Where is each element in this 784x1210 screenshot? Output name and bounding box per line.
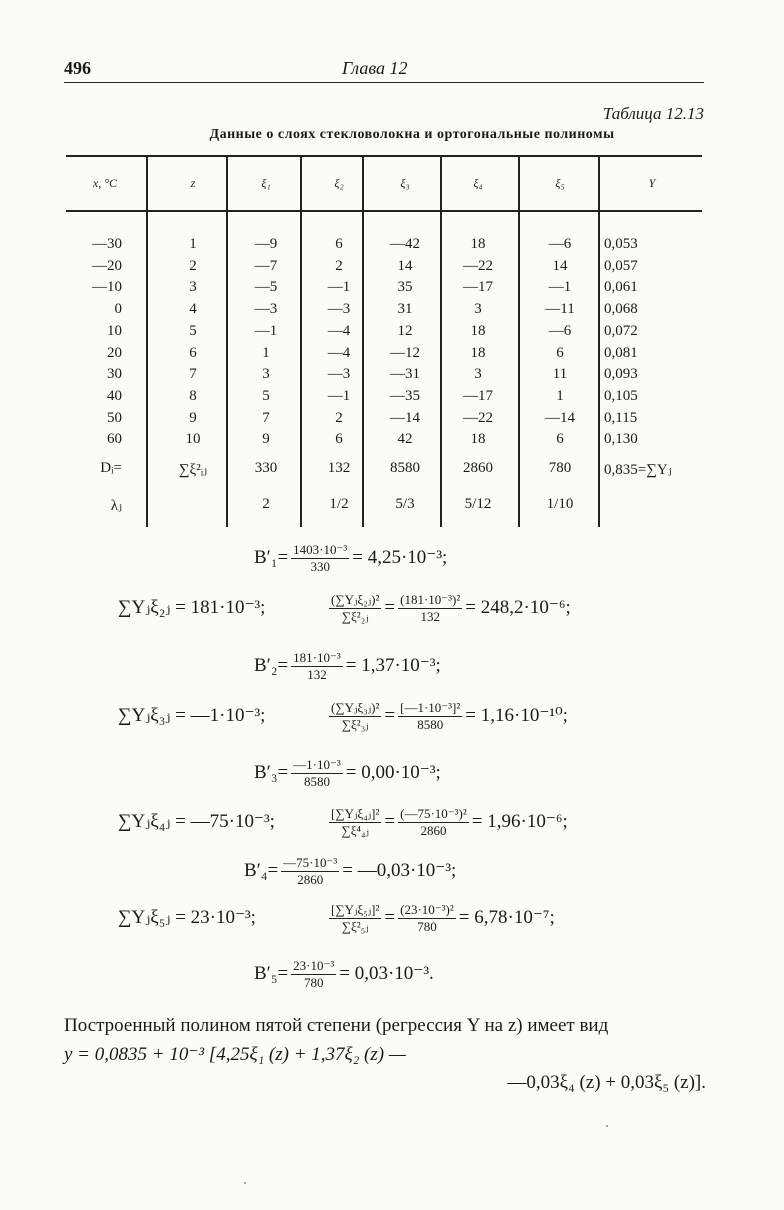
table-cell: 9: [262, 431, 270, 448]
table-cell: 0,081: [604, 344, 638, 361]
fraction-numerator: —1·10⁻³: [293, 757, 341, 772]
fraction-denominator: 2860: [420, 823, 447, 838]
formula-lhs: ∑Yⱼξ₄ⱼ = —75·10⁻³;: [118, 810, 275, 832]
formula-rhs: = 0,00·10⁻³;: [345, 761, 441, 783]
formula-s5: ∑Yⱼξ₅ⱼ = 23·10⁻³; $\frac{\text{[∑Yⱼξ₅ⱼ]²}}{\text{∑ξ²₅ⱼ}}$ = $\frac{\text{(23·10⁻³)²}}{780}$ = 6,78·10⁻⁷;: [118, 902, 555, 934]
di-cell: 132: [327, 460, 351, 476]
chapter-title: Глава 12: [342, 58, 408, 78]
di-cell: 780: [548, 460, 572, 476]
table-header-rule: [66, 210, 702, 212]
table-cell: —9: [254, 236, 278, 252]
table-cell: —5: [254, 279, 278, 296]
table-cell: —6: [548, 322, 572, 339]
table-cell: 0,072: [604, 322, 638, 339]
table-cell: 2: [335, 409, 343, 426]
table-cell: 0,053: [604, 236, 638, 252]
formula-lhs: B′₁=: [254, 546, 289, 568]
table-cell: 10: [185, 431, 201, 448]
table-cell: 3: [189, 279, 197, 296]
table-cell: —12: [390, 344, 420, 361]
table-cell: 6: [335, 431, 343, 448]
fraction-denominator: ∑ξ⁴₄ⱼ: [341, 823, 369, 838]
table-cell: 35: [397, 279, 413, 296]
table-cell: 40: [107, 387, 122, 404]
formula-s2: ∑Yⱼξ₂ⱼ = 181·10⁻³; $\frac{\text{(∑Yⱼξ₂ⱼ)²}}{\text{∑ξ²₂ⱼ}}$ = $\frac{\text{(181·10⁻³)²}}{132}$ = 248,2·10⁻⁶;: [118, 592, 571, 624]
table-cell: 6: [335, 236, 343, 252]
table-cell: 4: [189, 301, 197, 318]
column-header: ξ₂: [334, 176, 344, 190]
fraction-numerator: (23·10⁻³)²: [400, 902, 454, 917]
table-cell: —4: [327, 344, 351, 361]
table-cell: —3: [327, 301, 351, 318]
fraction-numerator: (∑Yⱼξ₂ⱼ)²: [331, 592, 380, 607]
table-cell: —22: [463, 257, 493, 274]
fraction-denominator: ∑ξ²₃ⱼ: [341, 717, 369, 732]
table-cell: —6: [548, 236, 572, 252]
table-cell: 1: [262, 344, 270, 361]
formula-rhs: = 0,03·10⁻³.: [339, 962, 434, 984]
table-cell: 7: [189, 366, 197, 383]
fraction-numerator: 181·10⁻³: [293, 650, 341, 665]
table-cell: 0,115: [604, 409, 638, 426]
table-cell: 50: [107, 409, 122, 426]
column-header: ξ₅: [555, 176, 565, 190]
formula-lhs: ∑Yⱼξ₅ⱼ = 23·10⁻³;: [118, 906, 256, 928]
table-cell: 1: [556, 387, 564, 404]
formula-rhs: = 1,37·10⁻³;: [345, 654, 441, 676]
table-cell: 3: [262, 366, 270, 383]
table-caption: Таблица 12.13: [602, 104, 704, 123]
table-cell: 30: [107, 366, 122, 383]
lambda-cell: 5/3: [395, 496, 415, 512]
table-cell: —31: [390, 366, 420, 383]
table-cell: —1: [548, 279, 572, 296]
table-cell: 1: [189, 236, 197, 252]
table-title: Данные о слоях стекловолокна и ортогональные полиномы: [209, 127, 615, 142]
column-header: ξ₄: [473, 176, 483, 190]
fraction-denominator: 780: [303, 975, 324, 990]
table-cell: 2: [335, 257, 343, 274]
formula-rhs: = 4,25·10⁻³;: [352, 546, 448, 568]
fraction-denominator: 132: [420, 609, 440, 624]
lambda-cell: 5/12: [464, 496, 492, 512]
table-cell: —14: [390, 409, 420, 426]
table-cell: —11: [545, 301, 575, 318]
table-cell: 6: [556, 344, 564, 361]
table-cell: 42: [397, 431, 413, 448]
table-cell: 6: [189, 344, 197, 361]
fraction-numerator: 23·10⁻³: [293, 958, 335, 973]
table-cell: —42: [390, 236, 420, 252]
table-cell: 5: [189, 322, 197, 339]
fraction-numerator: —75·10⁻³: [283, 855, 338, 870]
fraction-numerator: (—75·10⁻³)²: [400, 806, 467, 821]
table-cell: —30: [92, 236, 122, 252]
formula-lhs: B′₃=: [254, 761, 289, 783]
table-cell: 18: [470, 236, 486, 252]
conclusion-line-3: —0,03ξ₄ (z) + 0,03ξ₅ (z)].: [507, 1072, 706, 1093]
fraction-numerator: (∑Yⱼξ₃ⱼ)²: [331, 700, 380, 715]
di-cell: Dᵢ=: [100, 460, 122, 476]
formula-b1: [254, 542, 447, 575]
speck: [606, 1125, 608, 1127]
lambda-cell: 2: [262, 496, 270, 512]
header-rule: [64, 82, 704, 83]
fraction-numerator: [∑Yⱼξ₄ⱼ]²: [331, 806, 380, 821]
table-cell: 5: [262, 387, 270, 404]
formula-rhs: = 1,16·10⁻¹⁰;: [465, 704, 568, 726]
table-cell: 0,130: [604, 431, 638, 448]
di-cell: 2860: [463, 460, 493, 476]
table-cell: 18: [470, 344, 486, 361]
di-cell: 0,835=∑Yⱼ: [604, 462, 672, 478]
fraction-denominator: 2860: [297, 872, 324, 887]
table-cell: 10: [107, 322, 122, 339]
table-cell: 8: [189, 387, 197, 404]
table-cell: —35: [390, 387, 420, 404]
formula-lhs: B′₅=: [254, 962, 289, 984]
conclusion-line-2: y = 0,0835 + 10⁻³ [4,25ξ₁ (z) + 1,37ξ₂ (z) —: [64, 1044, 406, 1065]
formula-rhs: = 248,2·10⁻⁶;: [465, 596, 571, 618]
formula-lhs: ∑Yⱼξ₂ⱼ = 181·10⁻³;: [118, 596, 266, 618]
table-cell: 0,061: [604, 279, 638, 296]
formula-b4: [244, 855, 456, 888]
formula-s4: ∑Yⱼξ₄ⱼ = —75·10⁻³; $\frac{\text{[∑Yⱼξ₄ⱼ]²}}{\text{∑ξ⁴₄ⱼ}}$ = $\frac{\text{(—75·10⁻³)²}}{2860}$ = 1,96·10⁻⁶;: [118, 806, 568, 838]
lambda-cell: λⱼ: [110, 498, 122, 514]
column-header: z: [190, 176, 196, 190]
table-cell: 0: [114, 301, 122, 318]
table-cell: —7: [254, 257, 278, 274]
conclusion-line-1: Построенный полином пятой степени (регрессия Y на z) имеет вид: [64, 1015, 609, 1036]
column-header: ξ₃: [400, 176, 410, 190]
table-cell: 12: [397, 322, 413, 339]
table-cell: —10: [92, 279, 122, 296]
fraction-numerator: (181·10⁻³)²: [400, 592, 461, 607]
di-cell: ∑ξ²ᵢⱼ: [178, 462, 208, 478]
column-header: Y: [648, 176, 656, 190]
table-cell: —17: [463, 387, 493, 404]
table-cell: 0,068: [604, 301, 638, 318]
table-cell: —1: [327, 279, 351, 296]
page-header: [64, 58, 706, 84]
table-cell: 18: [470, 431, 486, 448]
table-cell: —17: [463, 279, 493, 296]
table-cell: —4: [327, 322, 351, 339]
table-cell: 60: [107, 431, 122, 448]
table-cell: 0,105: [604, 387, 638, 404]
di-cell: 330: [254, 460, 278, 476]
formula-rhs: = 1,96·10⁻⁶;: [471, 810, 568, 832]
table-cell: 7: [262, 409, 270, 426]
lambda-cell: 1/2: [329, 496, 349, 512]
table-cell: 3: [474, 366, 482, 383]
formula-lhs: ∑Yⱼξ₃ⱼ = —1·10⁻³;: [118, 704, 266, 726]
table-cell: —3: [254, 301, 278, 318]
di-cell: 8580: [390, 460, 420, 476]
speck: [244, 1182, 246, 1184]
table-cell: 9: [189, 409, 197, 426]
fraction-denominator: 8580: [417, 717, 444, 732]
lambda-cell: 1/10: [546, 496, 574, 512]
formula-b2: [254, 650, 441, 683]
column-header: ξ₁: [261, 176, 271, 190]
fraction-numerator: [—1·10⁻³]²: [400, 700, 461, 715]
fraction-numerator: 1403·10⁻³: [293, 542, 348, 557]
table-cell: —14: [545, 409, 575, 426]
page-number: 496: [64, 58, 91, 78]
formula-s3: ∑Yⱼξ₃ⱼ = —1·10⁻³; $\frac{\text{(∑Yⱼξ₃ⱼ)²}}{\text{∑ξ²₃ⱼ}}$ = $\frac{\text{[—1·10⁻³]²}}{8580}$ = 1,16·10⁻¹⁰;: [118, 700, 568, 732]
formula-rhs: = 6,78·10⁻⁷;: [458, 906, 555, 928]
fraction-denominator: ∑ξ²₅ⱼ: [341, 919, 369, 934]
table-cell: 18: [470, 322, 486, 339]
table-cell: 3: [474, 301, 482, 318]
table-cell: 14: [397, 257, 413, 274]
table-column-rule: [146, 155, 148, 527]
table-cell: —1: [254, 322, 278, 339]
table-top-rule: [66, 155, 702, 157]
table-cell: 6: [556, 431, 564, 448]
table-cell: 0,093: [604, 366, 638, 383]
table-cell: 0,057: [604, 257, 638, 274]
fraction-denominator: 8580: [303, 774, 330, 789]
fraction-denominator: 780: [417, 919, 437, 934]
table-cell: 11: [552, 366, 568, 383]
fraction-denominator: 330: [310, 559, 330, 574]
table-cell: —22: [463, 409, 493, 426]
fraction-denominator: 132: [307, 667, 327, 682]
formula-rhs: = —0,03·10⁻³;: [342, 859, 457, 881]
formula-lhs: B′₂=: [254, 654, 289, 676]
table-cell: 31: [397, 301, 413, 318]
column-header: x, °C: [92, 176, 118, 190]
table-cell: —20: [92, 257, 122, 274]
fraction-denominator: ∑ξ²₂ⱼ: [341, 609, 369, 624]
table-cell: 2: [189, 257, 197, 274]
table-cell: 20: [107, 344, 122, 361]
formula-lhs: B′₄=: [244, 859, 279, 881]
formula-b5: [254, 958, 434, 991]
formula-b3: [254, 757, 441, 790]
fraction-numerator: [∑Yⱼξ₅ⱼ]²: [331, 902, 380, 917]
table-cell: —1: [327, 387, 351, 404]
table-cell: —3: [327, 366, 351, 383]
table-cell: 14: [552, 257, 568, 274]
